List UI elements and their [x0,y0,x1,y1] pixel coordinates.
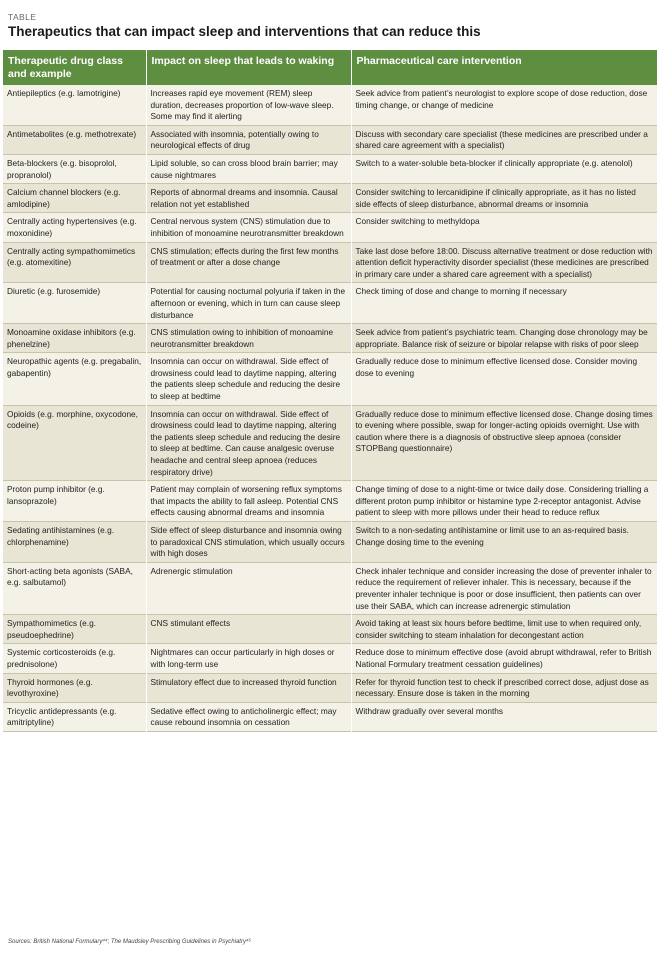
table-row [3,562,657,614]
intervention-cell: Gradually reduce dose to minimum effective licensed dose. Consider moving dose to evening [351,353,657,405]
sleep-impact-cell: Lipid soluble, so can cross blood brain barrier; may cause nightmares [146,154,351,183]
drug-class-cell: Centrally acting sympathomimetics (e.g. atomexitine) [3,242,146,283]
drug-class-cell: Antiepileptics (e.g. lamotrigine) [3,85,146,125]
drug-class-cell: Calcium channel blockers (e.g. amlodipine) [3,184,146,213]
sleep-impact-cell: Potential for causing nocturnal polyuria if taken in the afternoon or evening, which in turn can cause sleep disturbance [146,283,351,324]
sleep-impact-cell: CNS stimulation owing to inhibition of monoamine neurotransmitter breakdown [146,324,351,353]
column-header-drug-class: Therapeutic drug class and example [3,50,146,85]
sleep-impact-cell: Insomnia can occur on withdrawal. Side effect of drowsiness could lead to daytime napping, altering the patients sleep schedule and reducing the desire to sleep at bedtime [146,353,351,405]
intervention-cell: Check inhaler technique and consider increasing the dose of preventer inhaler to reduce the requirement of reliever inhaler. This is necessary, because if the preventer inhaler technique is poor or dose insufficient, then patients can over use their SABA, which can increase adrenergic stimulation [351,562,657,614]
drug-class-cell: Centrally acting hypertensives (e.g. moxonidine) [3,213,146,242]
table-row [3,125,657,154]
drug-class-cell: Short-acting beta agonists (SABA, e.g. salbutamol) [3,562,146,614]
drug-class-cell: Sedating antihistamines (e.g. chlorphenamine) [3,522,146,563]
table-row [3,283,657,324]
table-row [3,213,657,242]
page-title: Therapeutics that can impact sleep and interventions that can reduce this [8,24,481,39]
drug-class-cell: Systemic corticosteroids (e.g. prednisolone) [3,644,146,673]
table-row [3,615,657,644]
intervention-cell: Check timing of dose and change to morning if necessary [351,283,657,324]
drug-class-cell: Proton pump inhibitor (e.g. lansoprazole) [3,481,146,522]
sleep-impact-cell: Increases rapid eye movement (REM) sleep duration, decreases proportion of low-wave sleep. Some may find it alerting [146,85,351,125]
column-header-intervention: Pharmaceutical care intervention [351,50,657,85]
table-row [3,184,657,213]
sleep-impact-cell: Insomnia can occur on withdrawal. Side effect of drowsiness could lead to daytime napping, altering the patients sleep schedule and reducing the desire to sleep at bedtime. Can cause analgesic overuse headache and central sleep apnoea (reduces respiratory drive) [146,405,351,481]
table-row [3,85,657,125]
intervention-cell: Change timing of dose to a night-time or twice daily dose. Considering trialling a different proton pump inhibitor or histamine type 2-receptor antagonist. Advise patient to sleep with more pillows under their head to reduce reflux [351,481,657,522]
sleep-impact-cell: CNS stimulant effects [146,615,351,644]
intervention-cell: Consider switching to methyldopa [351,213,657,242]
sleep-impact-cell: CNS stimulation; effects during the first few months of treatment or after a dose change [146,242,351,283]
drug-class-cell: Antimetabolites (e.g. methotrexate) [3,125,146,154]
table-row [3,242,657,283]
table-row [3,405,657,481]
sleep-impact-cell: Stimulatory effect due to increased thyroid function [146,673,351,702]
drug-class-cell: Sympathomimetics (e.g. pseudoephedrine) [3,615,146,644]
table-row [3,673,657,702]
drug-class-cell: Neuropathic agents (e.g. pregabalin, gabapentin) [3,353,146,405]
column-header-impact: Impact on sleep that leads to waking [146,50,351,85]
sleep-impact-cell: Patient may complain of worsening reflux symptoms that impacts the ability to fall asleep. Potential CNS effects causing abnormal dreams and insomnia [146,481,351,522]
intervention-cell: Switch to a water-soluble beta-blocker if clinically appropriate (e.g. atenolol) [351,154,657,183]
intervention-cell: Seek advice from patient’s psychiatric team. Changing dose chronology may be appropriate. Balance risk of seizure or bipolar relapse with risks of poor sleep [351,324,657,353]
drug-class-cell: Tricyclic antidepressants (e.g. amitriptyline) [3,702,146,731]
sleep-impact-cell: Central nervous system (CNS) stimulation due to inhibition of monoamine neurotransmitter breakdown [146,213,351,242]
sleep-impact-cell: Associated with insomnia, potentially owing to neurological effects of drug [146,125,351,154]
table-row [3,481,657,522]
intervention-cell: Reduce dose to minimum effective dose (avoid abrupt withdrawal, refer to British National Formulary treatment cessation guidelines) [351,644,657,673]
intervention-cell: Gradually reduce dose to minimum effective licensed dose. Change dosing times to evening where possible, swap for longer-acting opioids overnight. Use with caution where there is a diagnosis of obstructive sleep apnoea (consider STOPBang questionnaire) [351,405,657,481]
sleep-impact-cell: Nightmares can occur particularly in high doses or with long-term use [146,644,351,673]
data-table [3,50,657,732]
intervention-cell: Consider switching to lercanidipine if clinically appropriate, as it has no listed side effects of sleep disturbance, abnormal dreams or insomnia [351,184,657,213]
table-row [3,644,657,673]
intervention-cell: Discuss with secondary care specialist (these medicines are prescribed under a shared care agreement with a specialist) [351,125,657,154]
sleep-impact-cell: Sedative effect owing to anticholinergic effect; may cause rebound insomnia on cessation [146,702,351,731]
sleep-impact-cell: Reports of abnormal dreams and insomnia. Causal relation not yet established [146,184,351,213]
sleep-impact-cell: Adrenergic stimulation [146,562,351,614]
intervention-cell: Take last dose before 18:00. Discuss alternative treatment or dose reduction with attention deficit hyperactivity disorder specialist (these medicines are prescribed in primary care under a shared care agreement with a specialist) [351,242,657,283]
sources-footnote: Sources: British National Formulary⁴⁴; The Maudsley Prescribing Guidelines in Psychiatry⁴⁵ [8,939,252,945]
intervention-cell: Seek advice from patient’s neurologist to explore scope of dose reduction, dose timing change, or change of medicine [351,85,657,125]
drug-class-cell: Opioids (e.g. morphine, oxycodone, codeine) [3,405,146,481]
table-row [3,702,657,731]
intervention-cell: Switch to a non-sedating antihistamine or limit use to an as-required basis. Change dosing time to the evening [351,522,657,563]
drug-class-cell: Beta-blockers (e.g. bisoprolol, propranolol) [3,154,146,183]
intervention-cell: Avoid taking at least six hours before bedtime, limit use to when required only, consider switching to steam inhalation for decongestant action [351,615,657,644]
intervention-cell: Withdraw gradually over several months [351,702,657,731]
header-row [3,50,657,85]
table-row [3,522,657,563]
drug-class-cell: Monoamine oxidase inhibitors (e.g. phenelzine) [3,324,146,353]
table-label: TABLE [8,12,37,22]
table-row [3,154,657,183]
sleep-impact-cell: Side effect of sleep disturbance and insomnia owing to paradoxical CNS stimulation, which usually occurs with high doses [146,522,351,563]
table-row [3,353,657,405]
intervention-cell: Refer for thyroid function test to check if prescribed correct dose, adjust dose as necessary. Ensure dose is taken in the morning [351,673,657,702]
table-row [3,324,657,353]
table-header [3,50,657,85]
drug-class-cell: Thyroid hormones (e.g. levothyroxine) [3,673,146,702]
drug-class-cell: Diuretic (e.g. furosemide) [3,283,146,324]
table-body [3,85,657,731]
